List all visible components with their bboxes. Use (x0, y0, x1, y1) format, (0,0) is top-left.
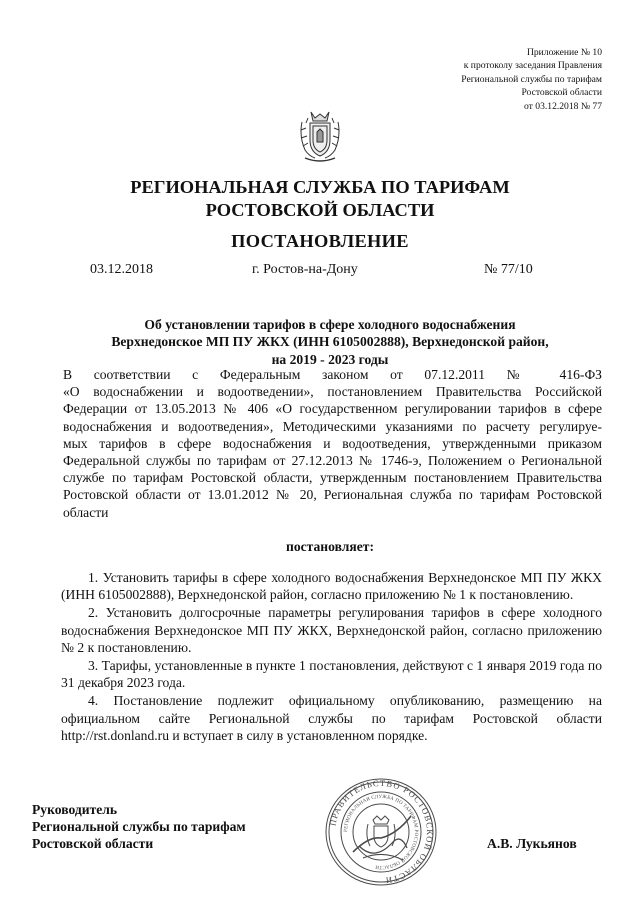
appendix-line: к протоколу заседания Правления (463, 60, 602, 72)
subject-line: Верхнедонское МП ПУ ЖКХ (ИНН 6105002888), Верхнедонской район, (111, 334, 549, 350)
signatory-position-line: Руководитель (32, 802, 118, 817)
signatory-position-line: Региональной службы по тарифам (32, 818, 246, 834)
subject-line: Об установлении тарифов в сфере холодного водоснабжения (144, 317, 516, 332)
document-number: № 77/10 (484, 262, 533, 277)
appendix-line: от 03.12.2018 № 77 (524, 100, 602, 112)
preamble-line: водоснабжения и водоотведения», Методическими указаниями по расчету регулируе- (63, 418, 602, 434)
subject-line: на 2019 - 2023 годы (271, 351, 389, 367)
preamble-line: В соответствии с Федеральным законом от 07.12.2011 № 416-ФЗ (63, 367, 602, 382)
organization-line: РЕГИОНАЛЬНАЯ СЛУЖБА ПО ТАРИФАМ (130, 177, 510, 197)
organization-line: РОСТОВСКОЙ ОБЛАСТИ (205, 200, 435, 220)
decree-item: 3. Тарифы, установленные в пункте 1 постановления, действуют с 1 января 2019 года по 31 декабря 2023 года. (61, 658, 602, 691)
preamble-line: службе по тарифам Ростовской области, утвержденным постановлением Правительства (63, 470, 602, 486)
signatory-name: А.В. Лукьянов (487, 836, 577, 851)
appendix-line: Приложение № 10 (526, 47, 602, 58)
appendix-line: Ростовской области (521, 87, 602, 99)
decree-item: 2. Установить долгосрочные параметры регулирования тарифов в сфере холодного водоснабжения Верхнедонское МП ПУ ЖКХ, Верхнедонской район, согласно приложению № 2 к постановлению. (61, 605, 602, 655)
signatory-position (32, 802, 246, 852)
seal-outer-text: ПРАВИТЕЛЬСТВО РОСТОВСКОЙ ОБЛАСТИ (327, 777, 436, 886)
document-type: ПОСТАНОВЛЕНИЕ (231, 231, 409, 251)
appendix-line: Региональной службы по тарифам (461, 73, 602, 85)
signatory-position-line: Ростовской области (32, 835, 154, 851)
seal-inner-text: РЕГИОНАЛЬНАЯ СЛУЖБА ПО ТАРИФАМ РОСТОВСКОЙ ОБЛАСТИ (343, 794, 419, 870)
coat-of-arms-icon (297, 108, 343, 166)
preamble-line: Федеральной службы по тарифам от 27.12.2013 № 1746-э, Положением о Региональной (63, 453, 602, 469)
organization-title (0, 176, 640, 222)
document-date: 03.12.2018 (90, 262, 153, 277)
svg-text:РЕГИОНАЛЬНАЯ СЛУЖБА ПО ТАРИФАМ (344, 795, 418, 869)
decree-items (61, 569, 602, 744)
document-city: г. Ростов-на-Дону (252, 262, 358, 277)
decree-word: постановляет: (286, 539, 374, 554)
document-subject (0, 316, 640, 368)
preamble-paragraph (61, 366, 602, 521)
preamble-line: области (63, 504, 109, 520)
preamble-line: Ростовской области от 13.01.2012 № 20, Региональная служба по тарифам Ростовской (63, 487, 602, 503)
preamble-line: «О водоснабжении и водоотведении», постановлением Правительства Российской (63, 384, 602, 400)
decree-item: 4. Постановление подлежит официальному опубликованию, размещению на официальном сайте Региональной службы по тарифам Ростовской области http://rst.donland.ru и вступает в силу в установленном порядке. (61, 693, 602, 743)
decree-item: 1. Установить тарифы в сфере холодного водоснабжения Верхнедонское МП ПУ ЖКХ (ИНН 6105002888), Верхнедонской район, согласно приложению № 1 к постановлению. (61, 570, 602, 603)
preamble-line: Федерации от 13.05.2013 № 406 «О государственном регулировании тарифов в сфере (63, 401, 602, 417)
preamble-line: мых тарифов в сфере водоснабжения и водоотведения, утвержденными приказом (63, 435, 602, 451)
appendix-note (461, 46, 602, 113)
official-seal-icon (323, 776, 439, 888)
